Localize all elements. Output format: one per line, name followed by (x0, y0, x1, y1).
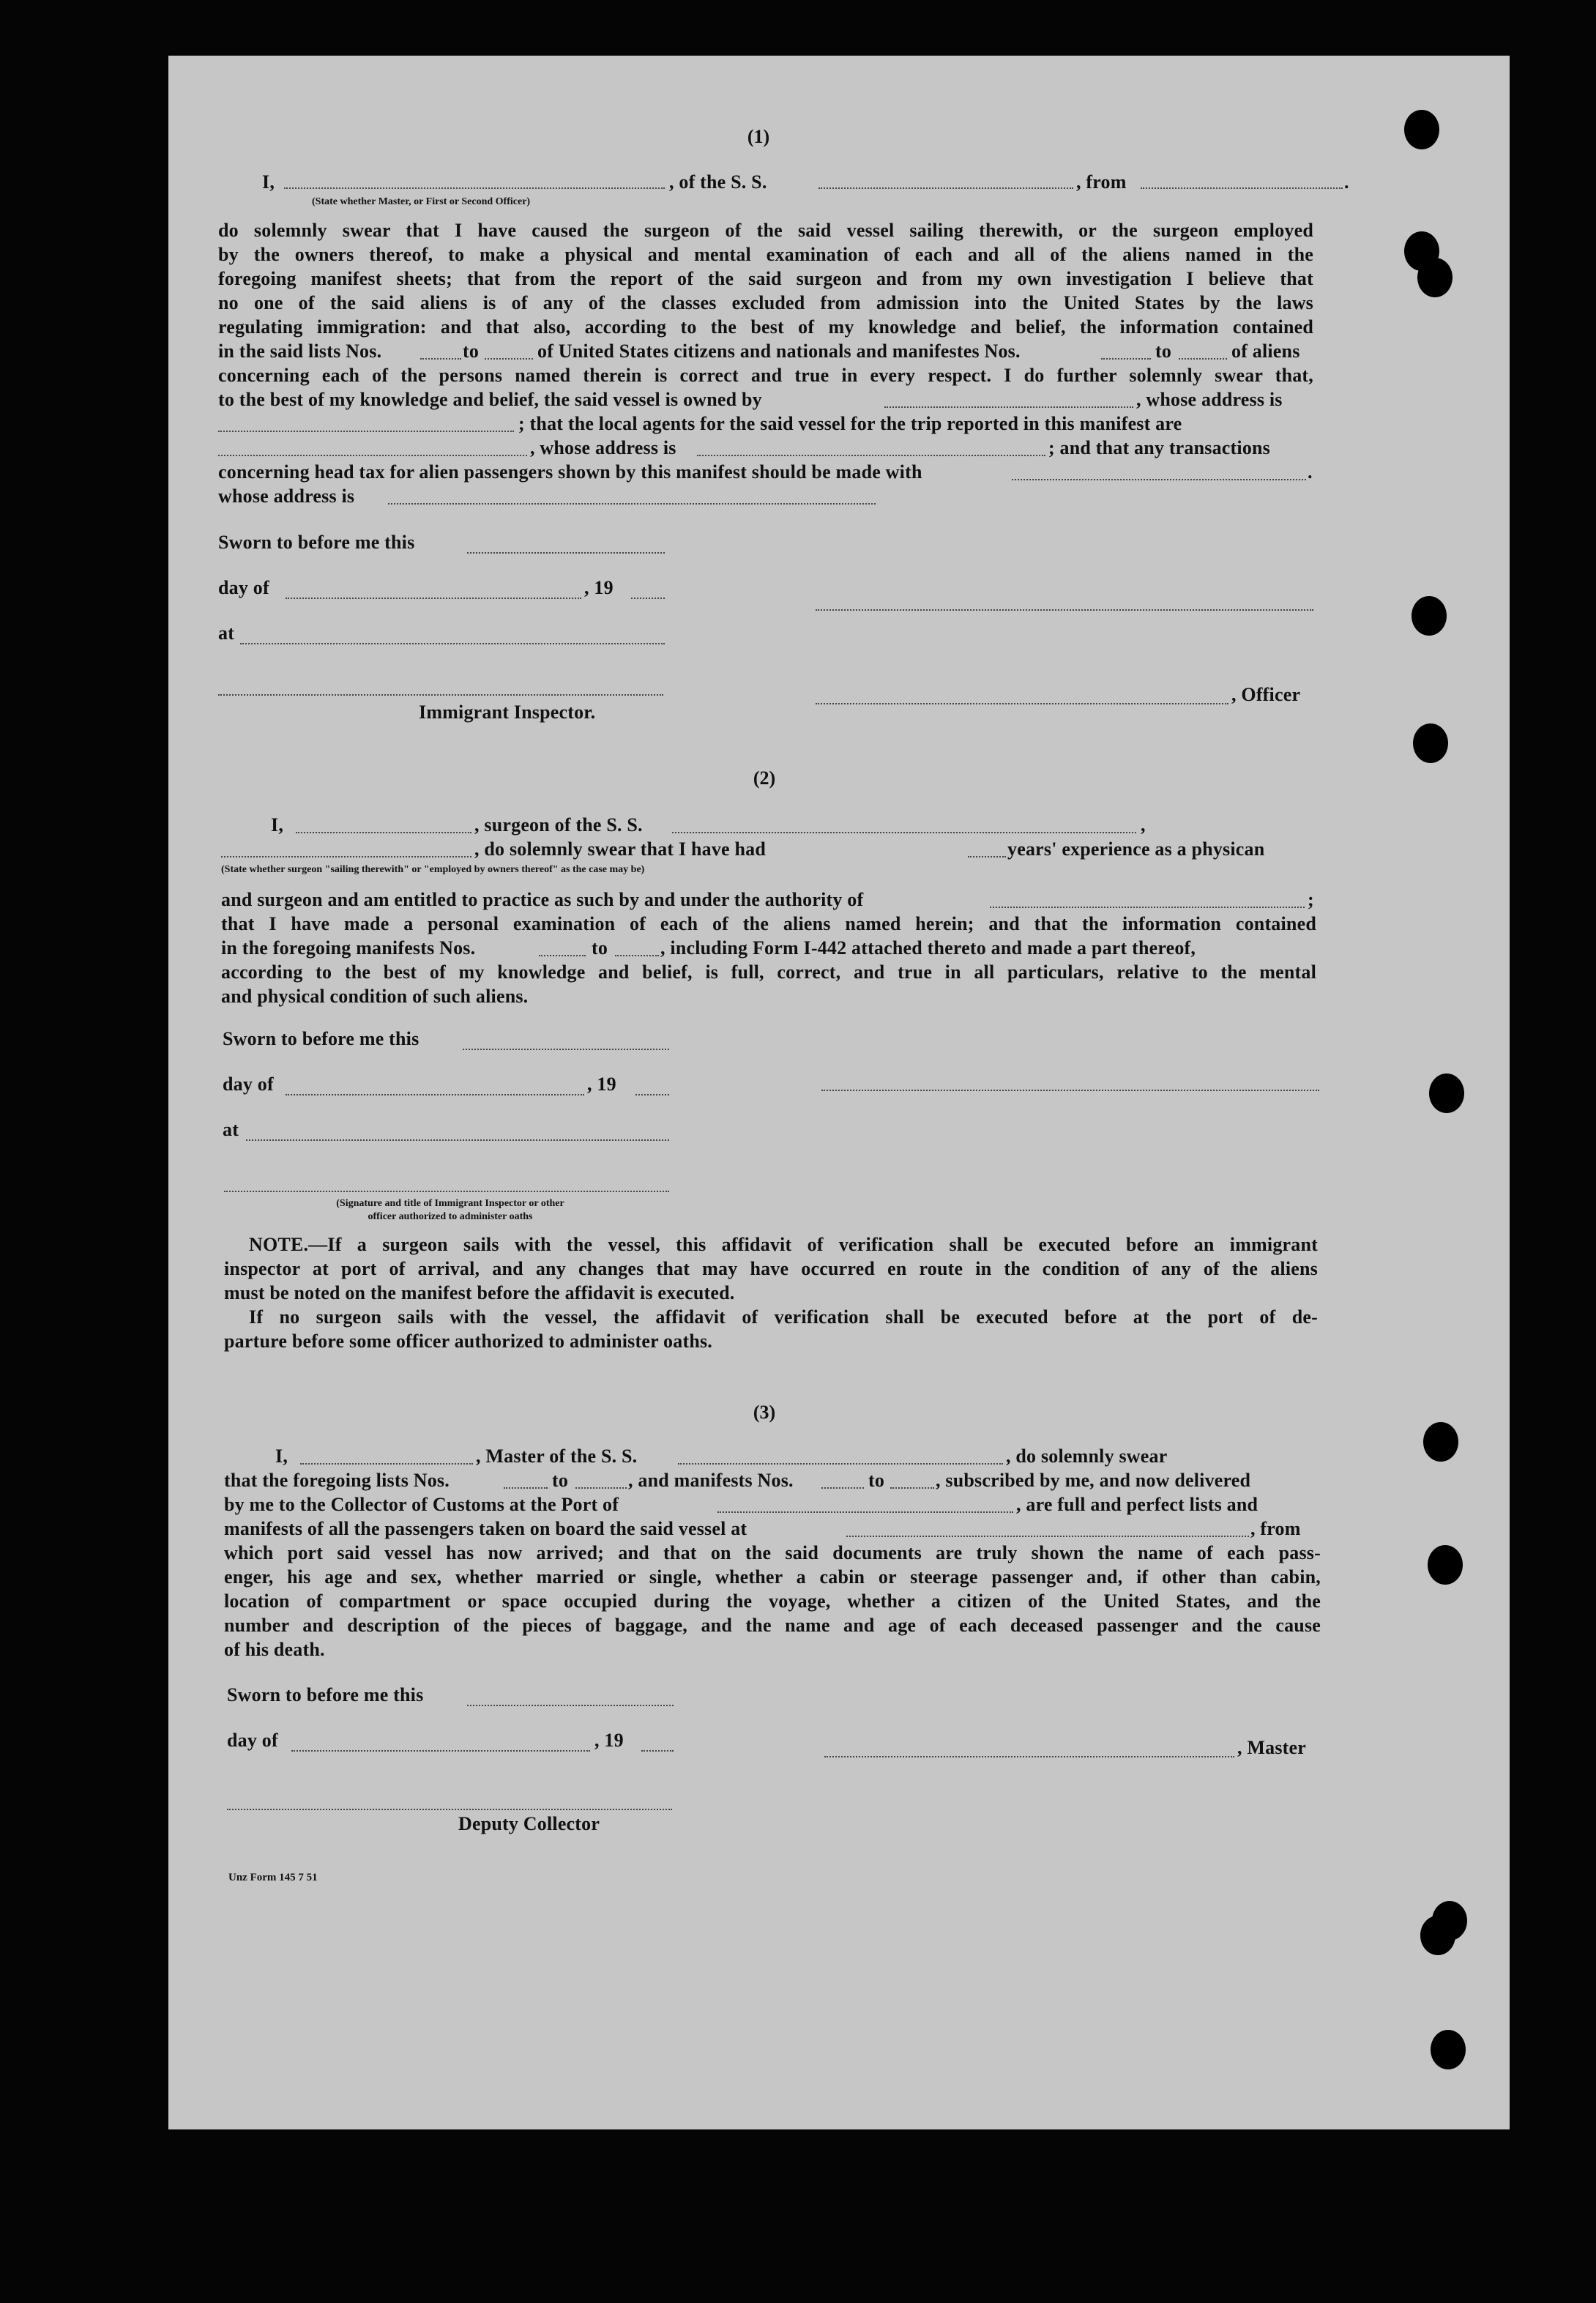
headtax-field[interactable] (1012, 477, 1306, 480)
section-1-para-line: by the owners thereof, to make a physical and mental examination of each and all of the aliens named in the (218, 244, 1313, 265)
note-line: If no surgeon sails with the vessel, the affidavit of verification shall be executed before at the port of de- (249, 1306, 1318, 1328)
sig-note-1: (Signature and title of Immigrant Inspector or other (336, 1198, 564, 1209)
text: in the said lists Nos. (218, 341, 382, 362)
inspector-signature-line[interactable] (218, 693, 663, 696)
officer-label: , Officer (1231, 684, 1301, 705)
form-number: Unz Form 145 7 51 (228, 1872, 318, 1883)
section-1-heading: (1) (747, 126, 770, 147)
text: , Master of the S. S. (476, 1446, 638, 1467)
sig-note-2: officer authorized to administer oaths (368, 1211, 533, 1222)
text: I, (271, 814, 284, 836)
text: , of the S. S. (669, 171, 767, 193)
section-1-para-line: foregoing manifest sheets; that from the report of the said surgeon and from my own investigation I believe that (218, 268, 1313, 289)
text: to (1155, 341, 1172, 362)
text: I, (275, 1446, 288, 1467)
sworn-date-field[interactable] (463, 1047, 669, 1050)
manifest-to-field[interactable] (1179, 357, 1227, 360)
manifest-affidavit-page (168, 56, 1510, 2129)
punch-hole (1429, 1074, 1464, 1113)
surgeon-signature-line[interactable] (821, 1088, 1319, 1091)
text: that the foregoing lists Nos. (224, 1470, 450, 1491)
sworn-date-field[interactable] (467, 1703, 674, 1706)
text: , (1141, 814, 1146, 836)
immigrant-inspector-label: Immigrant Inspector. (419, 702, 596, 723)
section-1-para-line: regulating immigration: and that also, according to the best of my knowledge and belief, the information contained (218, 316, 1313, 338)
manifest-from-field[interactable] (1101, 357, 1151, 360)
section-2-line-6: according to the best of my knowledge and belief, is full, correct, and true in all particulars, relative to the mental (221, 961, 1316, 983)
punch-hole (1420, 1916, 1455, 1955)
headtax-address-field[interactable] (388, 502, 876, 505)
section-3-para-line: location of compartment or space occupied during the voyage, whether a citizen of the United States, and the (224, 1590, 1321, 1612)
agents-address-field[interactable] (697, 453, 1045, 456)
line-1-note: (State whether Master, or First or Second Officer) (312, 196, 531, 207)
punch-hole (1431, 2030, 1466, 2069)
text: years' experience as a physican (1007, 838, 1265, 860)
punch-hole (1412, 596, 1447, 636)
master-label: , Master (1237, 1737, 1306, 1758)
master-vessel-field[interactable] (678, 1462, 1003, 1465)
day-of-field[interactable] (286, 596, 581, 599)
authority-field[interactable] (990, 905, 1305, 908)
text: , from (1076, 171, 1127, 193)
at-label: at (223, 1119, 239, 1140)
year-label: , 19 (594, 1730, 624, 1751)
text: to (868, 1470, 885, 1491)
text: to (592, 937, 608, 959)
text: , do solemnly swear (1006, 1446, 1168, 1467)
text: and surgeon and am entitled to practice as such by and under the authority of (221, 889, 864, 910)
master-manifest-from-field[interactable] (821, 1486, 864, 1489)
surgeon-vessel-field[interactable] (672, 830, 1136, 833)
list-to-field[interactable] (485, 357, 533, 360)
note-line: parture before some officer authorized to administer oaths. (224, 1331, 712, 1352)
text: manifests of all the passengers taken on board the said vessel at (224, 1518, 747, 1539)
section-2-line-7: and physical condition of such aliens. (221, 986, 529, 1007)
text: , including Form I-442 attached thereto and made a part thereof, (660, 937, 1196, 959)
text: by me to the Collector of Customs at the Port of (224, 1494, 619, 1515)
day-of-label: day of (227, 1730, 278, 1751)
text: to (552, 1470, 569, 1491)
year-field[interactable] (631, 596, 665, 599)
master-name-field[interactable] (300, 1462, 473, 1465)
text: , do solemnly swear that I have had (474, 838, 767, 860)
text: of United States citizens and nationals and manifestes Nos. (537, 341, 1021, 362)
owner-field[interactable] (884, 405, 1133, 408)
deputy-signature-line[interactable] (227, 1807, 672, 1810)
sworn-label: Sworn to before me this (227, 1684, 424, 1705)
officer-name-field[interactable] (284, 186, 665, 189)
text: , subscribed by me, and now delivered (936, 1470, 1251, 1491)
agents-field[interactable] (218, 453, 527, 456)
officer-signature-line-1[interactable] (816, 608, 1313, 611)
punch-hole (1404, 110, 1439, 149)
officer-signature-line-2[interactable] (816, 702, 1228, 704)
surgeon-name-field[interactable] (296, 830, 471, 833)
owner-address-field[interactable] (218, 429, 514, 432)
section-2-line-4: that I have made a personal examination of each of the aliens named herein; and that the information contained (221, 913, 1316, 934)
year-field[interactable] (635, 1093, 669, 1095)
text: in the foregoing manifests Nos. (221, 937, 476, 959)
punch-hole (1417, 258, 1453, 297)
note-line: inspector at port of arrival, and any changes that may have occurred en route in the condition of any of the aliens (224, 1258, 1318, 1279)
text: ; and that any transactions (1048, 437, 1270, 458)
text: to (463, 341, 480, 362)
section-3-heading: (3) (753, 1402, 776, 1423)
section-3-para-line: number and description of the pieces of baggage, and the name and age of each deceased passenger and the cause (224, 1615, 1321, 1636)
master-lists-to-field[interactable] (575, 1486, 627, 1489)
sworn-label: Sworn to before me this (218, 532, 415, 553)
list-from-field[interactable] (420, 357, 461, 360)
text: , surgeon of the S. S. (474, 814, 643, 836)
text: to the best of my knowledge and belief, the said vessel is owned by (218, 389, 762, 410)
master-manifest-to-field[interactable] (890, 1486, 934, 1489)
text: of aliens (1231, 341, 1300, 362)
text: , whose address is (1136, 389, 1283, 410)
text: , from (1250, 1518, 1301, 1539)
years-field[interactable] (968, 855, 1006, 857)
officer-signature-line[interactable] (224, 1189, 669, 1192)
text: I, (262, 171, 275, 193)
from-port-field[interactable] (1141, 186, 1343, 189)
text: concerning head tax for alien passengers shown by this manifest should be made with (218, 461, 922, 483)
surgeon-manifest-from-field[interactable] (539, 953, 586, 956)
section-3-para-line: which port said vessel has now arrived; and that on the said documents are truly shown the name of each pass- (224, 1542, 1321, 1563)
day-of-field[interactable] (291, 1749, 590, 1752)
section-3-last-line: of his death. (224, 1639, 325, 1660)
text: whose address is (218, 485, 355, 507)
note-line: must be noted on the manifest before the affidavit is executed. (224, 1282, 735, 1303)
punch-hole (1428, 1545, 1463, 1585)
year-field[interactable] (641, 1749, 674, 1752)
punch-hole (1423, 1422, 1458, 1462)
text: , whose address is (530, 437, 676, 458)
day-of-label: day of (218, 577, 269, 598)
master-lists-from-field[interactable] (504, 1486, 548, 1489)
year-label: , 19 (587, 1074, 616, 1095)
at-label: at (218, 622, 235, 644)
master-signature-line[interactable] (824, 1755, 1234, 1757)
sworn-date-field[interactable] (467, 551, 665, 554)
text: , are full and perfect lists and (1016, 1494, 1258, 1515)
punch-hole (1413, 723, 1448, 763)
section-1-para-line: no one of the said aliens is of any of the classes excluded from admission into the United States by the laws (218, 292, 1313, 313)
text: ; that the local agents for the said vessel for the trip reported in this manifest are (518, 413, 1182, 434)
text: . (1308, 461, 1313, 483)
at-field[interactable] (246, 1138, 669, 1141)
year-label: , 19 (584, 577, 614, 598)
surgeon-manifest-to-field[interactable] (615, 953, 659, 956)
text: . (1344, 171, 1349, 193)
section-1-concerning-line: concerning each of the persons named therein is correct and true in every respect. I do further solemnly swear that, (218, 365, 1313, 386)
port-field[interactable] (717, 1510, 1013, 1513)
section-1-para-line: do solemnly swear that I have caused the surgeon of the said vessel sailing therewith, or the surgeon employed (218, 220, 1313, 241)
at-field[interactable] (240, 641, 665, 644)
boarding-port-field[interactable] (846, 1534, 1249, 1537)
day-of-label: day of (223, 1074, 274, 1095)
note-line: NOTE.—If a surgeon sails with the vessel, this affidavit of verification shall be executed before an immigrant (249, 1234, 1318, 1255)
surgeon-status-note: (State whether surgeon "sailing therewith" or "employed by owners thereof" as the case may be) (221, 864, 645, 875)
day-of-field[interactable] (286, 1093, 584, 1095)
section-3-para-line: enger, his age and sex, whether married or single, whether a cabin or steerage passenger and, if other than cabin, (224, 1566, 1321, 1588)
vessel-name-field[interactable] (818, 186, 1073, 189)
surgeon-status-field[interactable] (221, 855, 471, 857)
text: , and manifests Nos. (628, 1470, 794, 1491)
text: ; (1308, 889, 1314, 910)
sworn-label: Sworn to before me this (223, 1028, 419, 1049)
section-2-heading: (2) (753, 767, 776, 789)
deputy-collector-label: Deputy Collector (458, 1813, 600, 1834)
